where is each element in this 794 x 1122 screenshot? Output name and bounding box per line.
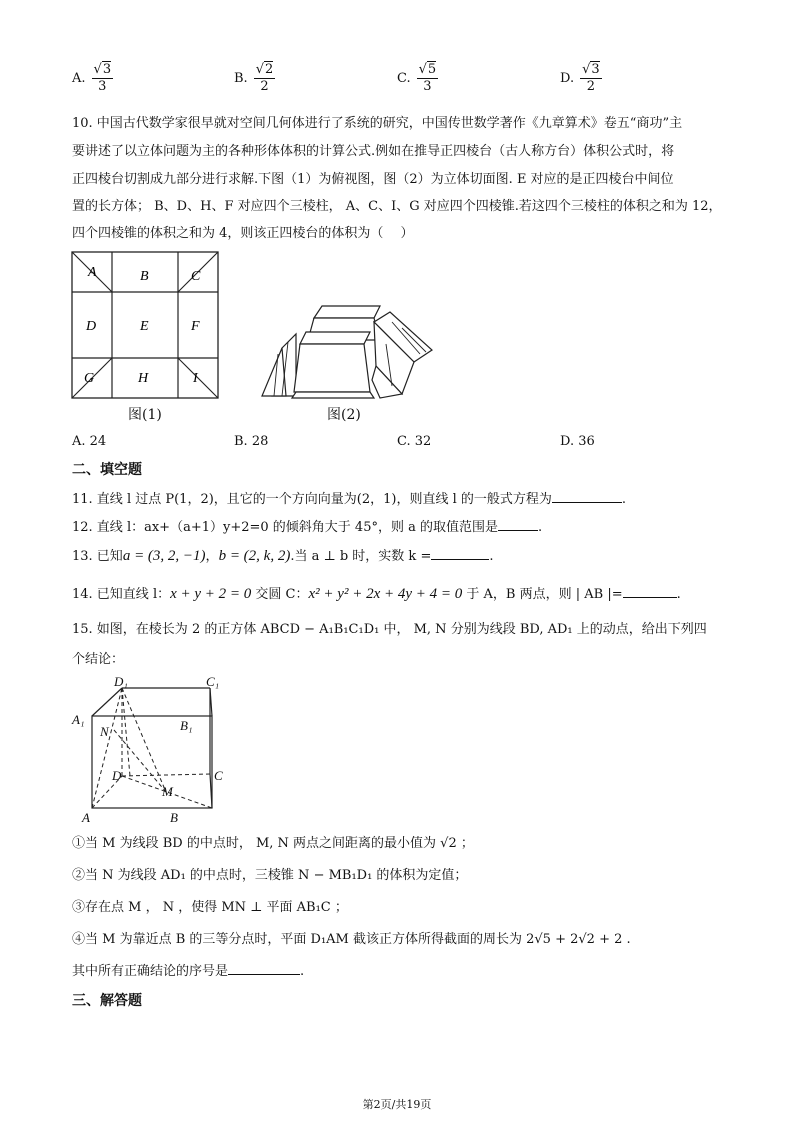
figure-1-top-view	[70, 250, 222, 402]
q11-text	[72, 490, 732, 510]
cube-edge	[92, 688, 122, 716]
fraction: $\frac{√5}{3}$	[418, 62, 437, 94]
q10-line-3: 正四棱台切割成九部分进行求解.下图（1）为俯视图，图（2）为立体切面图. E 对应的是正四棱台中间位	[72, 172, 674, 187]
grid-label-b: B	[140, 269, 149, 284]
q10-line-1: 10. 中国古代数学家很早就对空间几何体进行了系统的研究，中国传世数学著作《九章算术》卷五“商功”主	[72, 116, 683, 131]
label-n: N	[100, 724, 109, 739]
q14-line-equation: x + y + 2 = 0	[170, 586, 252, 602]
radicand: 5	[427, 62, 437, 77]
label-m: M	[162, 784, 173, 799]
cube-figure	[70, 672, 240, 824]
radicand: 3	[591, 62, 600, 77]
prism-front	[292, 392, 374, 398]
option-label: A.	[72, 71, 86, 86]
label-a: A	[82, 810, 90, 824]
q10-line-2: 要讲述了以立体问题为主的各种形体体积的计算公式.例如在推导正四棱台（古人称方台）体积公式时，将	[72, 144, 675, 159]
label-b: B	[170, 810, 178, 824]
q10-line-4: 置的长方体； B、D、H、F 对应四个三棱柱， A、C、I、G 对应四个四棱锥.若这四个三棱柱的体积之和为 12，	[72, 199, 722, 214]
cube-front-face	[92, 716, 212, 808]
option-label: D.	[560, 71, 575, 86]
segment-ad1	[92, 688, 122, 808]
section-2-title: 二、填空题	[72, 462, 142, 478]
q15-line-2: 个结论：	[72, 652, 125, 667]
grid-label-f: F	[191, 319, 200, 334]
q9-option-a	[72, 62, 113, 95]
figure-1-caption: 图(1)	[128, 407, 162, 423]
q14-text	[72, 584, 732, 605]
label-d: D	[112, 768, 122, 783]
q14-post: 于 A，B 两点，则 | AB |=	[462, 587, 623, 602]
q13-post: .当 a ⊥ b 时，实数 k =	[290, 549, 432, 564]
center-block-top	[300, 332, 370, 344]
q15-line-1: 15. 如图，在棱长为 2 的正方体 ABCD − A₁B₁C₁D₁ 中， M, N 分别为线段 BD, AD₁ 上的动点，给出下列四	[72, 622, 707, 637]
q11-stem: 11. 直线 l 过点 P(1，2)，且它的一个方向向量为(2，1)，则直线 l 的一般式方程为	[72, 492, 552, 507]
center-block-front	[294, 344, 370, 392]
q14-pre: 14. 已知直线 l：	[72, 587, 171, 602]
q13-mid: ，	[205, 549, 219, 564]
q9-option-b	[234, 62, 275, 95]
q12-end: .	[537, 520, 543, 535]
corner-diagonal	[178, 358, 218, 398]
q13-vector-b: b = (2, k, 2)	[218, 548, 291, 564]
label-c1: C₁	[206, 674, 220, 689]
q11-answer-blank[interactable]	[552, 502, 622, 503]
fraction: $\frac{√3}{2}$	[582, 62, 600, 94]
q15-question	[72, 962, 732, 982]
q15-conclusion-2: ②当 N 为线段 AD₁ 的中点时，三棱锥 N − MB₁D₁ 的体积为定值；	[72, 868, 468, 883]
fraction: $\frac{√2}{2}$	[255, 62, 274, 94]
grid-label-d: D	[86, 319, 97, 334]
q11-end: .	[621, 492, 627, 507]
segment-d1m	[122, 688, 166, 792]
q10-option-a: A. 24	[72, 434, 107, 449]
grid-label-a: A	[88, 265, 97, 280]
q9-option-c	[397, 62, 438, 95]
q15-end: .	[300, 964, 305, 979]
grid-label-e: E	[140, 319, 149, 334]
fraction: $\frac{√3}{3}$	[93, 62, 112, 94]
q13-vector-a: a = (3, 2, −1)	[122, 548, 206, 564]
label-a1: A₁	[72, 712, 85, 727]
figure-2-3d-cut-view	[252, 292, 442, 404]
q15-conclusion-3: ③存在点 M ， N ，使得 MN ⊥ 平面 AB₁C ；	[72, 900, 348, 915]
q14-answer-blank[interactable]	[623, 597, 677, 598]
q13-end: .	[489, 549, 494, 564]
label-c: C	[214, 768, 223, 783]
radicand: 3	[102, 62, 112, 77]
page-footer: 第2页/共19页	[362, 1098, 432, 1111]
q12-text	[72, 518, 732, 538]
q14-circle-equation: x² + y² + 2x + 4y + 4 = 0	[308, 586, 463, 602]
q15-answer-blank[interactable]	[228, 974, 300, 975]
denominator: 3	[98, 79, 107, 94]
option-label: C.	[397, 71, 411, 86]
prism-back-top	[314, 306, 380, 318]
q10-option-c: C. 32	[397, 434, 432, 449]
q15-conclusion-4: ④当 M 为靠近点 B 的三等分点时，平面 D₁AM 截该正方体所得截面的周长为 2√5 + 2√2 + 2 .	[72, 932, 631, 947]
label-b1: B₁	[180, 718, 193, 733]
q9-option-d	[560, 62, 602, 95]
q12-stem: 12. 直线 l：ax+（a+1）y+2=0 的倾斜角大于 45°，则 a 的取值范围是	[72, 520, 498, 535]
q12-answer-blank[interactable]	[498, 530, 538, 531]
q13-answer-blank[interactable]	[431, 559, 489, 560]
q13-text	[72, 546, 732, 567]
section-3-title: 三、解答题	[72, 993, 142, 1009]
denominator: 3	[423, 79, 432, 94]
grid-label-g: G	[84, 371, 95, 386]
grid-label-c: C	[191, 269, 201, 284]
denominator: 2	[586, 79, 596, 94]
denominator: 2	[260, 79, 269, 94]
q14-mid: 交圆 C：	[251, 587, 309, 602]
segment-aux	[122, 688, 130, 776]
q13-pre: 13. 已知	[72, 549, 123, 564]
q10-option-b: B. 28	[234, 434, 269, 449]
option-label: B.	[234, 71, 248, 86]
figure-2-caption: 图(2)	[327, 407, 361, 423]
label-d1: D₁	[114, 674, 128, 689]
q14-end: .	[676, 587, 681, 602]
q10-line-5: 四个四棱锥的体积之和为 4，则该正四棱台的体积为（ ）	[72, 226, 414, 241]
radicand: 2	[264, 62, 274, 77]
cube-hidden-edge	[122, 774, 210, 776]
q15-conclusion-1: ①当 M 为线段 BD 的中点时， M, N 两点之间距离的最小值为 √2 ；	[72, 836, 474, 851]
grid-label-i: I	[193, 371, 198, 386]
grid-label-h: H	[138, 371, 149, 386]
q10-option-d: D. 36	[560, 434, 595, 449]
q15-question-stem: 其中所有正确结论的序号是	[72, 964, 229, 979]
